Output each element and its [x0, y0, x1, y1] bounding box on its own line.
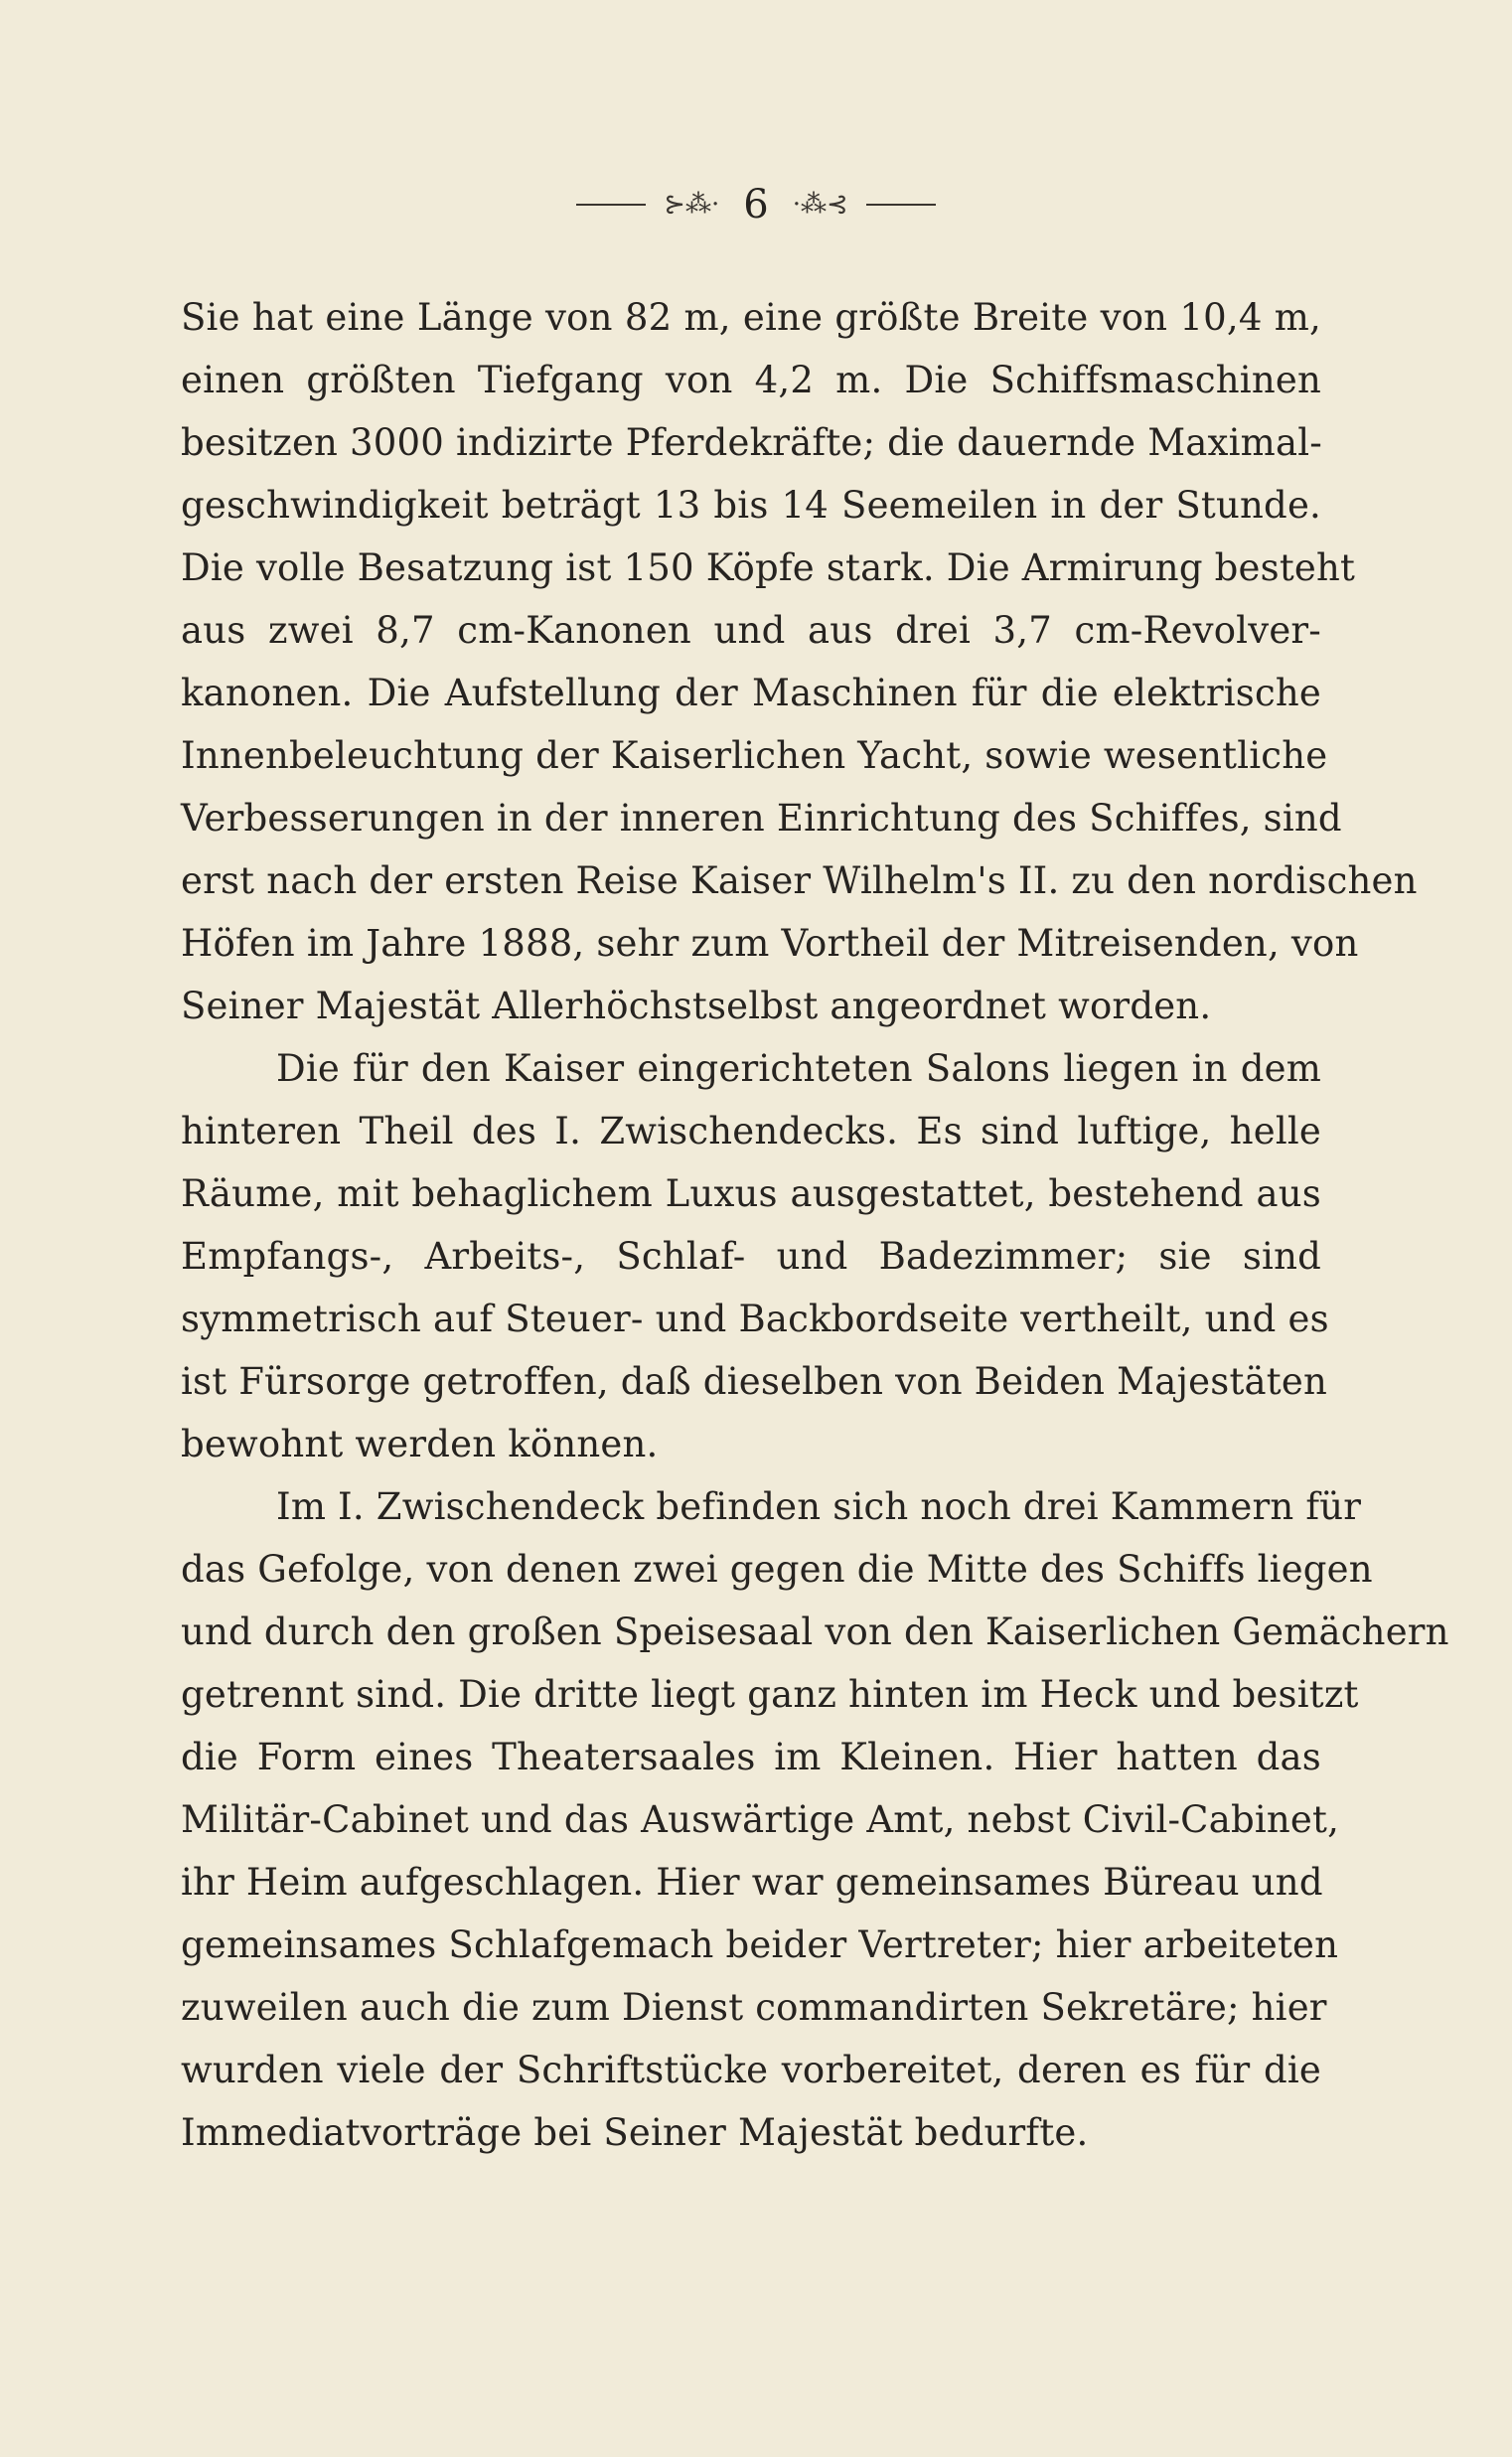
text-line: getrennt sind. Die dritte liegt ganz hinten im Heck und besitzt [181, 1673, 1359, 1716]
text-line: wurden viele der Schriftstücke vorbereitet, deren es für die [181, 2049, 1321, 2091]
text-line: gemeinsames Schlafgemach beider Vertreter; hier arbeiteten [181, 1923, 1339, 1966]
text-line: Die volle Besatzung ist 150 Köpfe stark. Die Armirung besteht [181, 546, 1356, 589]
text-line: ist Fürsorge getroffen, daß dieselben von Beiden Majestäten [181, 1360, 1327, 1403]
text-line: Räume, mit behaglichem Luxus ausgestattet, bestehend aus [181, 1172, 1321, 1215]
text-line: einen größten Tiefgang von 4,2 m. Die Schiffsmaschinen [181, 359, 1321, 401]
text-line: Militär-Cabinet und das Auswärtige Amt, nebst Civil-Cabinet, [181, 1798, 1340, 1841]
paragraph-2 [181, 1037, 1329, 1475]
text-line: Sie hat eine Länge von 82 m, eine größte Breite von 10,4 m, [181, 296, 1321, 339]
header-rule-left [576, 204, 646, 206]
body-text [181, 286, 1449, 2164]
text-line: Höfen im Jahre 1888, sehr zum Vortheil der Mitreisenden, von [181, 922, 1359, 965]
text-line: Im I. Zwischendeck befinden sich noch drei Kammern für [276, 1485, 1362, 1528]
text-line: bewohnt werden können. [181, 1423, 659, 1465]
text-line: aus zwei 8,7 cm-Kanonen und aus drei 3,7 cm-Revolver- [181, 609, 1321, 652]
text-line: zuweilen auch die zum Dienst commandirten Sekretäre; hier [181, 1986, 1327, 2029]
page-number: 6 [743, 182, 769, 228]
text-line: ihr Heim aufgeschlagen. Hier war gemeinsames Büreau und [181, 1861, 1323, 1904]
text-line: symmetrisch auf Steuer- und Backbordseite vertheilt, und es [181, 1298, 1329, 1340]
ornament-left-icon: ⊱⁂· [664, 190, 720, 220]
text-line: geschwindigkeit beträgt 13 bis 14 Seemeilen in der Stunde. [181, 484, 1321, 527]
paragraph-1 [181, 286, 1418, 1037]
text-line: Die für den Kaiser eingerichteten Salons liegen in dem [276, 1047, 1321, 1090]
text-line: die Form eines Theatersaales im Kleinen. Hier hatten das [181, 1736, 1321, 1778]
paragraph-3 [181, 1475, 1449, 2164]
ornament-right-icon: ·⁂⊰ [792, 190, 848, 220]
text-line: erst nach der ersten Reise Kaiser Wilhelm's II. zu den nordischen [181, 859, 1418, 902]
text-line: Innenbeleuchtung der Kaiserlichen Yacht, sowie wesentliche [181, 734, 1328, 777]
text-line: Verbesserungen in der inneren Einrichtung des Schiffes, sind [181, 797, 1342, 840]
text-line: Empfangs-, Arbeits-, Schlaf- und Badezimmer; sie sind [181, 1235, 1321, 1278]
page-header [0, 182, 1512, 244]
text-line: das Gefolge, von denen zwei gegen die Mitte des Schiffs liegen [181, 1548, 1373, 1591]
text-line: und durch den großen Speisesaal von den Kaiserlichen Gemächern [181, 1611, 1449, 1653]
text-line: besitzen 3000 indizirte Pferdekräfte; die dauernde Maximal- [181, 421, 1322, 464]
text-line: kanonen. Die Aufstellung der Maschinen für die elektrische [181, 672, 1321, 714]
text-line: Seiner Majestät Allerhöchstselbst angeordnet worden. [181, 985, 1212, 1027]
header-rule-right [866, 204, 936, 206]
text-line: Immediatvorträge bei Seiner Majestät bedurfte. [181, 2111, 1089, 2154]
text-line: hinteren Theil des I. Zwischendecks. Es sind luftige, helle [181, 1110, 1321, 1152]
